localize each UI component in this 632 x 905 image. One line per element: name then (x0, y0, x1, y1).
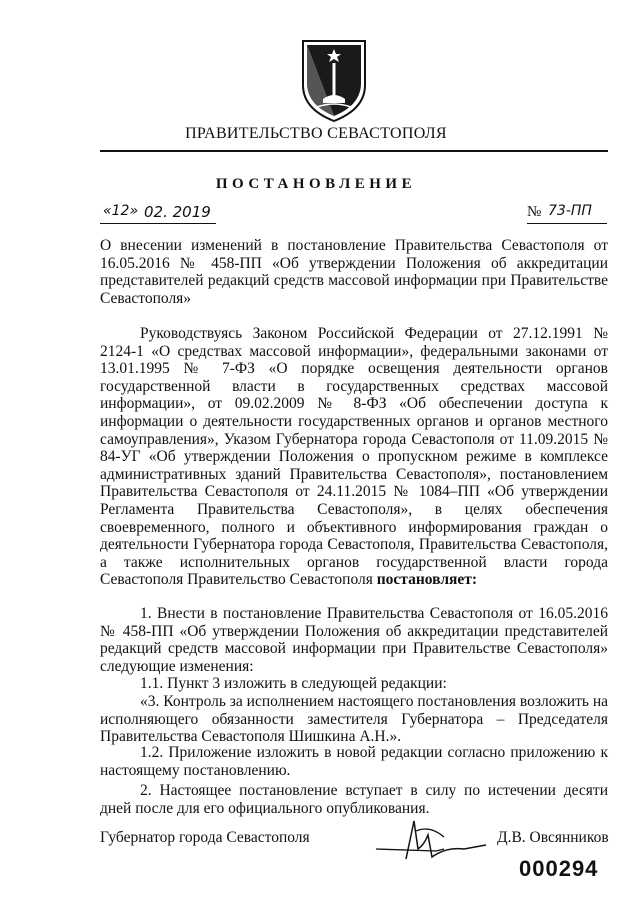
header-divider (100, 150, 608, 152)
document-subject: О внесении изменений в постановление Правительства Севастополя от 16.05.2016 № 458-ПП «Об утверждении Положения об аккредитации представителей редакций средств массовой информации при Правительстве Севастополя» (100, 237, 608, 307)
handwritten-signature-icon (372, 815, 492, 865)
signatory-name: Д.В. Овсянников (497, 829, 609, 846)
document-number: 73-ПП (548, 203, 592, 219)
preamble-keyword: постановляет: (376, 571, 478, 589)
registration-number: 000294 (519, 856, 599, 881)
sevastopol-coat-of-arms-icon (299, 37, 369, 123)
item-1-2: 1.2. Приложение изложить в новой редакции согласно приложению к настоящему постановлению. (100, 744, 608, 779)
date-month-year: 02. 2019 (144, 203, 211, 221)
preamble-text: Руководствуясь Законом Российской Федерации от 27.12.1991 № 2124-1 «О средствах массовой информации», федеральными законами от 13.01.1995 № 7-ФЗ «О порядке освещения деятельности органов государственной власти в государственных средствах массовой информации», от 09.02.2009 № 8-ФЗ «Об обеспечении доступа к информации о деятельности государственных органов и органов местного самоуправления», Указом Губернатора города Севастополя от 11.09.2015 № 84-УГ «Об утверждении Положения о пропускном режиме в комплексе административных зданий Правительства Севастополя», постановлением Правительства Севастополя от 24.11.2015 № 1084–ПП «Об утверждении Регламента Правительства Севастополя», в целях обеспечения своевременного, полного и объективного информирования граждан о деятельности Губернатора города Севастополя, Правительства Севастополя, а также исполнительных органов государственной власти города Севастополя Правительство Севастополя (100, 325, 608, 589)
item-2: 2. Настоящее постановление вступает в силу по истечении десяти дней после для его официального опубликования. (100, 782, 608, 817)
organization-name: ПРАВИТЕЛЬСТВО СЕВАСТОПОЛЯ (185, 125, 447, 142)
item-1-1-quote: «3. Контроль за исполнением настоящего постановления возложить на исполняющего обязанности заместителя Губернатора – Председателя Правительства Севастополя Шишкина А.Н.». (100, 693, 608, 746)
date-day: «12» (103, 203, 139, 219)
item-1-1: 1.1. Пункт 3 изложить в следующей редакции: (140, 675, 447, 692)
preamble (100, 325, 608, 589)
document-title: ПОСТАНОВЛЕНИЕ (215, 176, 417, 192)
number-label: № (527, 204, 542, 220)
signatory-title: Губернатор города Севастополя (100, 829, 310, 846)
item-1: 1. Внести в постановление Правительства Севастополя от 16.05.2016 № 458-ПП «Об утверждении Положения об аккредитации представителей редакций средств массовой информации при Правительстве Севастополя» следующие изменения: (100, 605, 608, 675)
